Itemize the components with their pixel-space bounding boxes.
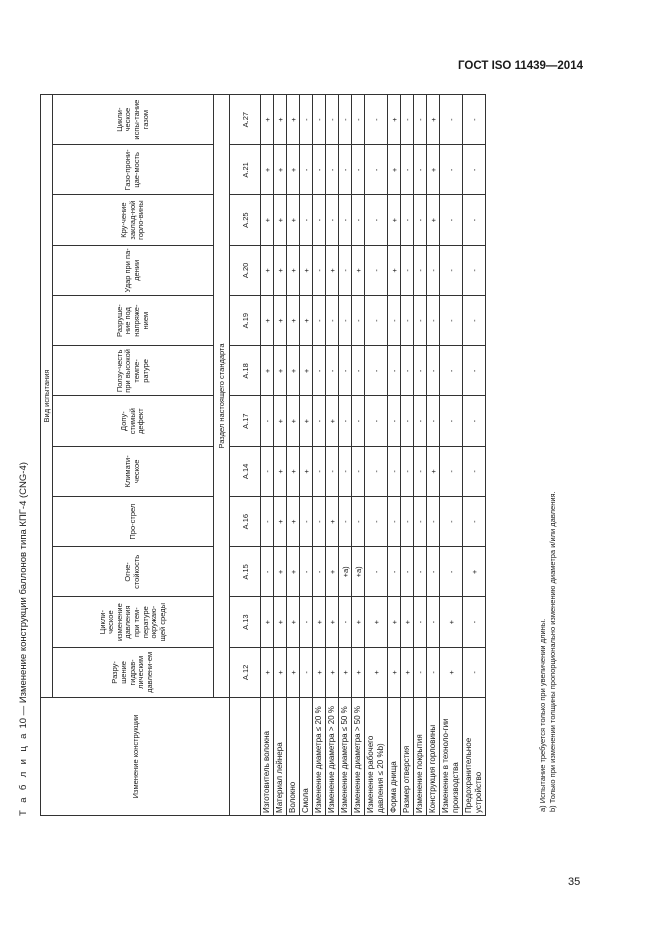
table-row (313, 95, 326, 816)
table-body (261, 95, 486, 816)
test-title: Огне-стойкость (53, 547, 214, 597)
table-cell: - (463, 245, 486, 295)
table-row (287, 95, 300, 816)
table-cell: + (339, 647, 352, 697)
table-cell: + (326, 497, 339, 547)
design-change-table (40, 94, 486, 816)
table-cell: + (388, 597, 401, 647)
table-cell: +a) (352, 547, 365, 597)
table-cell: - (414, 245, 427, 295)
table-cell: + (287, 346, 300, 396)
table-cell: + (401, 597, 414, 647)
table-cell: - (401, 95, 414, 145)
table-cell: + (352, 597, 365, 647)
table-cell: + (261, 195, 274, 245)
test-title: Цикли-ческое изменение давления при тем-пературе окружаю-щей среды (53, 597, 214, 647)
table-cell: - (300, 497, 313, 547)
table-cell: - (300, 597, 313, 647)
table-cell: - (313, 446, 326, 496)
table-row (388, 95, 401, 816)
table-cell: + (261, 597, 274, 647)
section-number: А.15 (230, 547, 261, 597)
table-cell: + (300, 346, 313, 396)
table-row (300, 95, 313, 816)
table-cell: - (463, 195, 486, 245)
table-cell: + (388, 245, 401, 295)
table-cell: - (414, 95, 427, 145)
table-cell: + (287, 396, 300, 446)
caption-text: 10 — Изменение конструкции баллонов типа КПГ-4 (CNG-4) (18, 462, 29, 732)
table-cell: - (440, 346, 463, 396)
test-title: Цикли-ческое испы-тание газом (53, 95, 214, 145)
table-cell: + (352, 245, 365, 295)
table-cell: + (287, 95, 300, 145)
table-cell: - (326, 346, 339, 396)
table-cell: - (339, 95, 352, 145)
table-cell: - (365, 547, 388, 597)
table-cell: - (401, 145, 414, 195)
table-cell: - (339, 446, 352, 496)
table-cell: - (414, 497, 427, 547)
table-cell: - (463, 145, 486, 195)
table-cell: - (388, 547, 401, 597)
table-cell: + (440, 597, 463, 647)
table-cell: - (427, 346, 440, 396)
table-cell: + (388, 647, 401, 697)
table-cell: - (463, 95, 486, 145)
table-cell: - (313, 145, 326, 195)
table-cell: - (339, 497, 352, 547)
table-cell: - (414, 195, 427, 245)
table-cell: - (414, 296, 427, 346)
table-cell: - (388, 446, 401, 496)
table-cell: - (300, 195, 313, 245)
table-cell: - (339, 597, 352, 647)
table-cell: + (300, 245, 313, 295)
table-cell: + (463, 547, 486, 597)
section-label: Раздел настоящего стандарта (214, 95, 230, 698)
table-cell: - (440, 547, 463, 597)
table-row (339, 95, 352, 816)
table-cell: + (287, 547, 300, 597)
section-number: А.18 (230, 346, 261, 396)
table-cell: + (326, 647, 339, 697)
row-label: Конструкция горловины (427, 698, 440, 816)
table-cell: + (261, 95, 274, 145)
table-cell: - (326, 95, 339, 145)
table-cell: + (274, 396, 287, 446)
test-title: Удар при па-дении (53, 245, 214, 295)
table-cell: + (352, 647, 365, 697)
page-number: 35 (568, 876, 581, 888)
table-cell: + (261, 346, 274, 396)
table-cell: - (463, 346, 486, 396)
table-cell: - (313, 296, 326, 346)
table-cell: - (313, 346, 326, 396)
table-cell: - (365, 95, 388, 145)
row-label: Предохранительное устройство (463, 698, 486, 816)
table-cell: + (287, 647, 300, 697)
table-caption (18, 462, 29, 816)
section-number: А.17 (230, 396, 261, 446)
table-cell: - (300, 647, 313, 697)
table-cell: - (352, 346, 365, 396)
test-title: Про-стрел (53, 497, 214, 547)
table-cell: - (401, 497, 414, 547)
row-label: Изменение диаметра ≤ 20 % (313, 698, 326, 816)
table-cell: + (261, 245, 274, 295)
table-cell: - (427, 497, 440, 547)
table-cell: - (313, 396, 326, 446)
table-cell: - (352, 296, 365, 346)
table-cell: - (401, 396, 414, 446)
table-cell: - (339, 396, 352, 446)
table-cell: - (440, 95, 463, 145)
table-row (414, 95, 427, 816)
section-number: А.12 (230, 647, 261, 697)
table-cell: - (427, 396, 440, 446)
table-cell: - (401, 446, 414, 496)
section-number: А.16 (230, 497, 261, 547)
table-cell: + (287, 597, 300, 647)
standard-designation: ГОСТ ISO 11439—2014 (458, 60, 583, 72)
table-cell: - (352, 195, 365, 245)
test-type-header: Вид испытания (41, 95, 53, 698)
row-label: Размер отверстия (401, 698, 414, 816)
table-cell: - (401, 245, 414, 295)
table-cell: - (427, 547, 440, 597)
table-cell: + (326, 245, 339, 295)
section-number: А.14 (230, 446, 261, 496)
table-cell: + (326, 396, 339, 446)
table-cell: - (414, 547, 427, 597)
row-label: Изменение диаметра ≤ 50 % (339, 698, 352, 816)
table-cell: - (365, 296, 388, 346)
table-cell: + (287, 195, 300, 245)
table-row (427, 95, 440, 816)
table-cell: - (388, 346, 401, 396)
table-cell: - (365, 396, 388, 446)
table-cell: + (274, 95, 287, 145)
rotated-table-block (18, 91, 583, 816)
table-cell: - (440, 497, 463, 547)
table-cell: + (274, 647, 287, 697)
table-cell: - (463, 597, 486, 647)
table-cell: + (274, 296, 287, 346)
row-label: Изготовитель волокна (261, 698, 274, 816)
table-cell: + (427, 446, 440, 496)
table-cell: + (365, 597, 388, 647)
table-row (352, 95, 365, 816)
table-cell: - (463, 647, 486, 697)
table-cell: + (274, 245, 287, 295)
test-title: Кру-чение заклад-ной горло-вины (53, 195, 214, 245)
section-number: А.27 (230, 95, 261, 145)
table-cell: + (274, 497, 287, 547)
note-b: b) Только при изменении толщины пропорционально изменению диаметра и/или давления. (548, 491, 558, 812)
table-cell: - (440, 296, 463, 346)
table-cell: - (401, 547, 414, 597)
table-cell: + (313, 597, 326, 647)
table-cell: - (427, 597, 440, 647)
table-cell: - (427, 245, 440, 295)
table-row (274, 95, 287, 816)
table-cell: - (401, 296, 414, 346)
table-cell: - (440, 396, 463, 446)
table-row (401, 95, 414, 816)
section-blank (230, 698, 261, 816)
table-cell: - (339, 145, 352, 195)
table-cell: + (427, 95, 440, 145)
row-label: Изменение в техноло-гии производства (440, 698, 463, 816)
table-cell: - (401, 346, 414, 396)
table-cell: - (300, 95, 313, 145)
table-cell: + (300, 446, 313, 496)
table-cell: - (352, 396, 365, 446)
table-cell: - (414, 145, 427, 195)
row-label: Изменение рабочего давления ≤ 20 %b) (365, 698, 388, 816)
table-cell: - (365, 195, 388, 245)
table-cell: - (352, 95, 365, 145)
table-cell: - (440, 145, 463, 195)
table-cell: + (287, 296, 300, 346)
table-cell: - (414, 396, 427, 446)
test-title: Разру-шение гидрав-лическим давлени-ем (53, 647, 214, 697)
table-cell: - (427, 296, 440, 346)
table-row (463, 95, 486, 816)
row-label: Материал лейнера (274, 698, 287, 816)
table-cell: - (414, 446, 427, 496)
row-label: Смола (300, 698, 313, 816)
table-cell: + (300, 396, 313, 446)
table-cell: + (274, 597, 287, 647)
table-cell: - (463, 497, 486, 547)
section-number: А.25 (230, 195, 261, 245)
table-cell: - (401, 195, 414, 245)
table-notes (538, 491, 558, 812)
section-number: А.20 (230, 245, 261, 295)
table-cell: + (427, 145, 440, 195)
table-cell: - (326, 145, 339, 195)
row-label: Форма днища (388, 698, 401, 816)
table-cell: + (261, 145, 274, 195)
table-cell: - (339, 346, 352, 396)
table-cell: - (463, 296, 486, 346)
table-cell: - (339, 245, 352, 295)
table-row (326, 95, 339, 816)
table-cell: - (365, 245, 388, 295)
table-row (365, 95, 388, 816)
section-number: А.13 (230, 597, 261, 647)
section-number: А.21 (230, 145, 261, 195)
section-numbers-row (230, 95, 261, 816)
table-cell: - (388, 396, 401, 446)
table-cell: + (326, 597, 339, 647)
table-cell: - (463, 396, 486, 446)
table-cell: - (352, 145, 365, 195)
table-cell: - (414, 647, 427, 697)
table-row (261, 95, 274, 816)
row-label: Изменение диаметра > 50 % (352, 698, 365, 816)
test-title: Ползу-честь при высокой темпе-ратуре (53, 346, 214, 396)
caption-prefix: Т а б л и ц а (18, 731, 29, 816)
table-cell: - (365, 497, 388, 547)
note-a: a) Испытание требуется только при увеличении длины. (538, 618, 547, 812)
table-cell: + (287, 446, 300, 496)
table-cell: - (414, 346, 427, 396)
row-label: Волокно (287, 698, 300, 816)
table-cell: +a) (339, 547, 352, 597)
table-cell: - (365, 446, 388, 496)
table-cell: - (440, 195, 463, 245)
table-cell: - (313, 497, 326, 547)
table-cell: - (300, 145, 313, 195)
test-title: Газо-прони-цае-мость (53, 145, 214, 195)
table-cell: + (287, 245, 300, 295)
table-cell: - (440, 245, 463, 295)
table-cell: + (287, 145, 300, 195)
table-cell: - (427, 647, 440, 697)
table-cell: - (388, 497, 401, 547)
table-cell: + (326, 547, 339, 597)
table-cell: - (300, 547, 313, 597)
section-number: А.19 (230, 296, 261, 346)
test-title: Допу-стимый дефект (53, 396, 214, 446)
table-cell: + (365, 647, 388, 697)
table-cell: - (313, 547, 326, 597)
table-cell: - (313, 245, 326, 295)
table-cell: + (274, 446, 287, 496)
table-cell: - (352, 497, 365, 547)
table-cell: - (326, 446, 339, 496)
table-cell: + (261, 296, 274, 346)
table-row (440, 95, 463, 816)
table-cell: - (365, 346, 388, 396)
table-cell: - (313, 195, 326, 245)
table-cell: - (313, 95, 326, 145)
table-cell: + (427, 195, 440, 245)
table-cell: + (274, 145, 287, 195)
table-cell: - (326, 195, 339, 245)
table-cell: - (463, 446, 486, 496)
table-cell: + (274, 346, 287, 396)
table-cell: + (313, 647, 326, 697)
row-header: Изменение конструкции (41, 698, 230, 816)
table-cell: - (261, 446, 274, 496)
table-cell: + (261, 647, 274, 697)
test-title: Климати-ческое (53, 446, 214, 496)
table-cell: + (274, 195, 287, 245)
table-cell: - (352, 446, 365, 496)
table-cell: + (388, 195, 401, 245)
table-cell: - (326, 296, 339, 346)
table-cell: + (388, 145, 401, 195)
table-cell: - (414, 597, 427, 647)
row-label: Изменение покрытия (414, 698, 427, 816)
table-cell: + (440, 647, 463, 697)
table-cell: + (274, 547, 287, 597)
table-cell: + (388, 95, 401, 145)
table-cell: - (261, 396, 274, 446)
test-title: Разруше-ние под напряже-нием (53, 296, 214, 346)
table-cell: - (388, 296, 401, 346)
table-cell: - (365, 145, 388, 195)
table-cell: - (261, 547, 274, 597)
table-cell: - (339, 195, 352, 245)
table-cell: - (339, 296, 352, 346)
table-cell: + (287, 497, 300, 547)
table-cell: + (401, 647, 414, 697)
table-cell: + (300, 296, 313, 346)
table-cell: - (440, 446, 463, 496)
table-cell: - (261, 497, 274, 547)
row-label: Изменение диаметра > 20 % (326, 698, 339, 816)
